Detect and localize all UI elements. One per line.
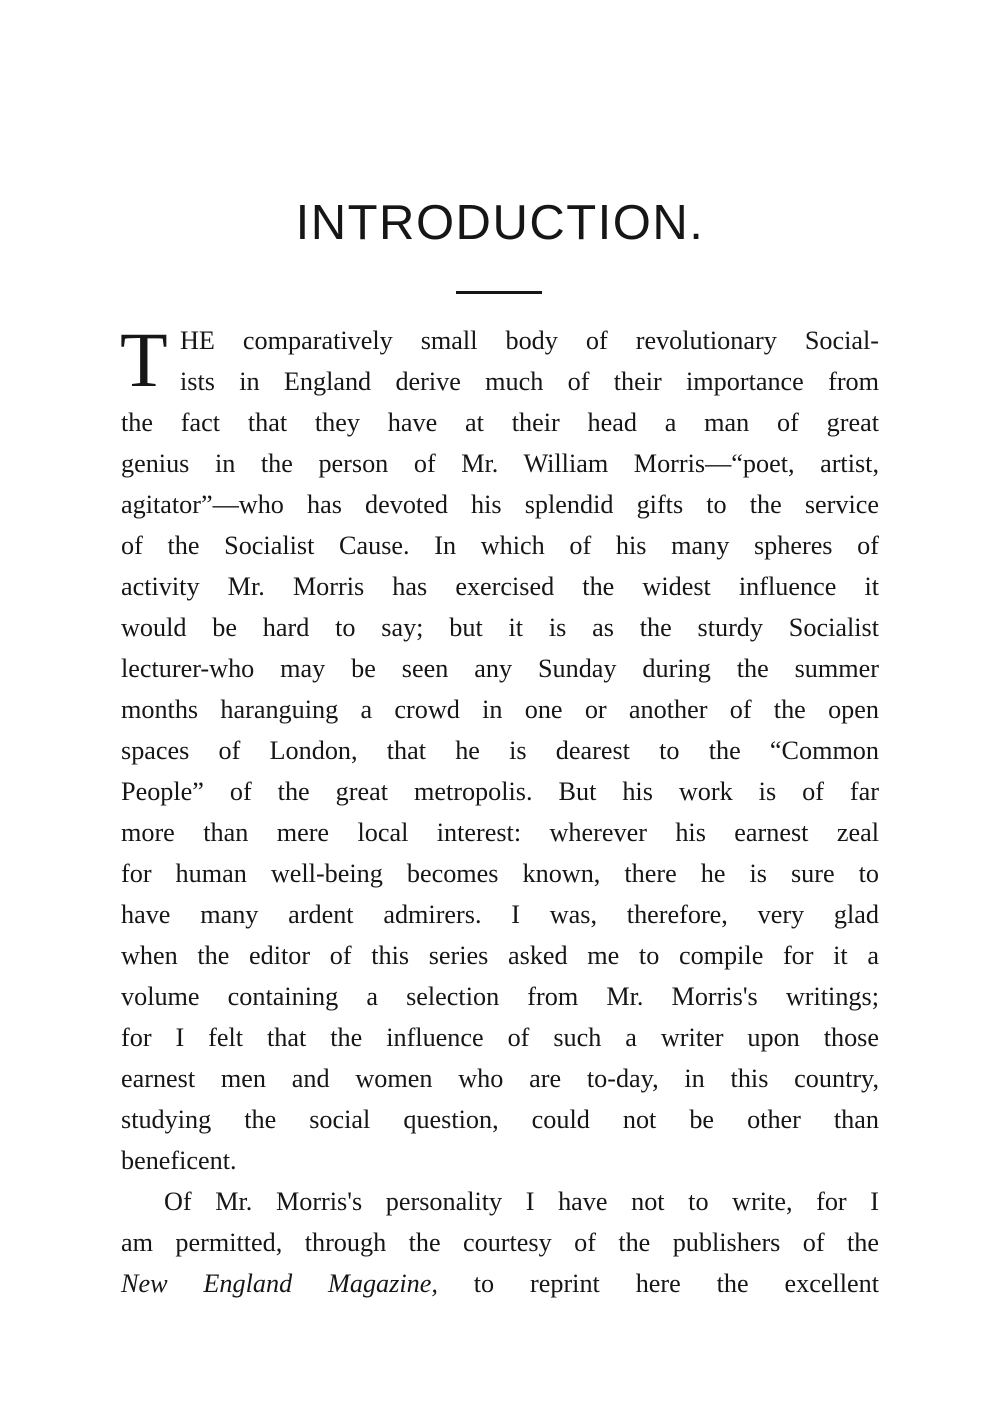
paragraph-2 [121, 1181, 879, 1304]
text-line: for I felt that the influence of such a writer upon those [121, 1023, 879, 1052]
text-line: months haranguing a crowd in one or another of the open [121, 695, 879, 724]
text-line: for human well-being becomes known, there he is sure to [121, 859, 879, 888]
text-line: have many ardent admirers. I was, therefore, very glad [121, 900, 879, 929]
text-line: of the Socialist Cause. In which of his many spheres of [121, 531, 879, 560]
text-line: ists in England derive much of their importance from [180, 367, 879, 396]
text-line: would be hard to say; but it is as the sturdy Socialist [121, 613, 879, 642]
text-line: the fact that they have at their head a man of great [121, 408, 879, 437]
body-text [120, 316, 880, 1304]
text-line: lecturer-who may be seen any Sunday during the summer [121, 654, 879, 683]
italic-title: New England Magazine, [121, 1269, 438, 1298]
drop-cap: T [120, 316, 168, 403]
text-line: studying the social question, could not be other than [121, 1105, 879, 1134]
text-line: earnest men and women who are to-day, in this country, [121, 1064, 879, 1093]
text-line: activity Mr. Morris has exercised the widest influence it [121, 572, 879, 601]
text-line: beneficent. [121, 1146, 237, 1175]
title-rule [456, 291, 542, 294]
text-fragment: to reprint here the excellent [437, 1269, 880, 1298]
text-line: spaces of London, that he is dearest to the “Common [121, 736, 879, 765]
paragraph-1 [120, 316, 879, 1181]
text-line: People” of the great metropolis. But his work is of far [121, 777, 879, 806]
text-line: more than mere local interest: wherever his earnest zeal [121, 818, 879, 847]
text-line [121, 1263, 879, 1304]
text-line: when the editor of this series asked me to compile for it a [121, 941, 879, 970]
text-line: volume containing a selection from Mr. Morris's writings; [121, 982, 879, 1011]
text-line: agitator”—who has devoted his splendid gifts to the service [121, 490, 879, 519]
text-line: HE comparatively small body of revolutionary Social- [180, 326, 879, 355]
text-line: Of Mr. Morris's personality I have not to write, for I [164, 1187, 879, 1216]
page-title: INTRODUCTION. [295, 196, 705, 250]
text-line: am permitted, through the courtesy of the publishers of the [121, 1228, 879, 1257]
text-line: genius in the person of Mr. William Morris—“poet, artist, [121, 449, 879, 478]
